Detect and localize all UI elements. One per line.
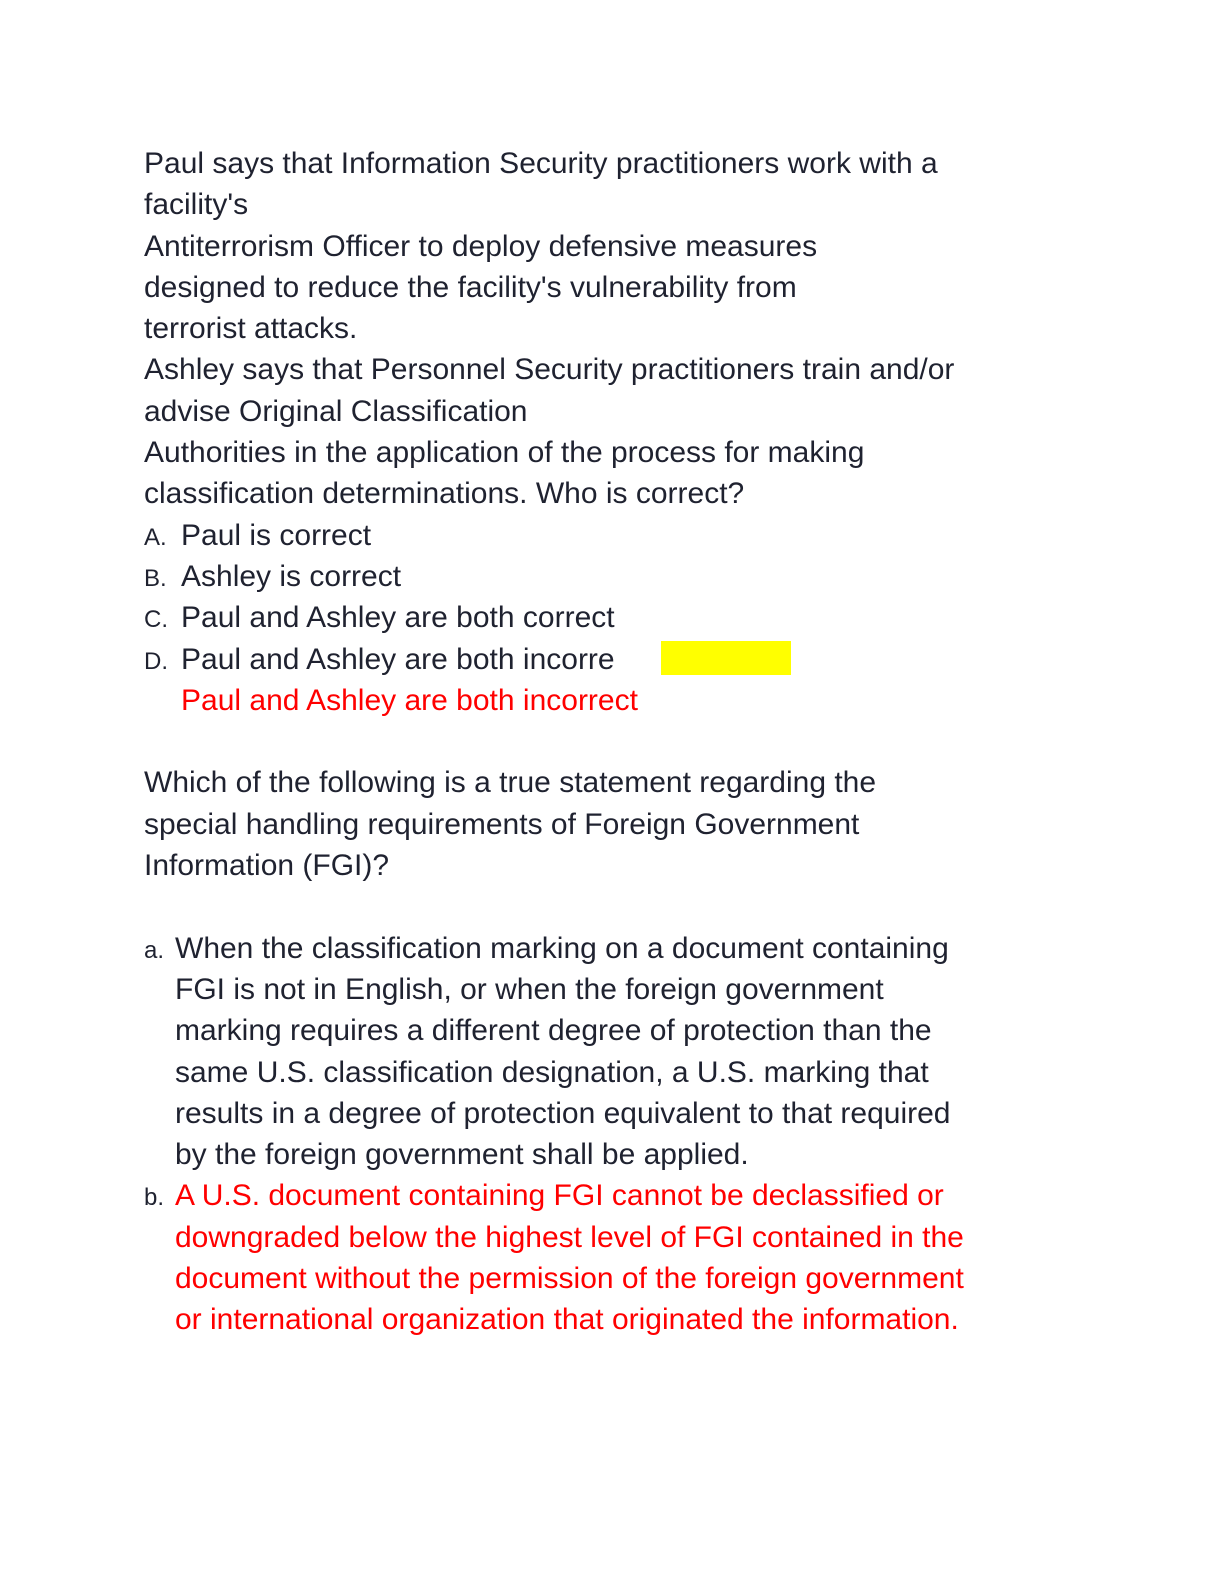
question-1-stem: [144, 143, 1084, 515]
q2-option-b-line: document without the permission of the foreign government: [175, 1262, 964, 1296]
q2-stem-line: Information (FGI)?: [144, 849, 390, 883]
q2-option-a-line: by the foreign government shall be applied.: [175, 1138, 749, 1172]
q2-option-b-line: or international organization that originated the information.: [175, 1303, 959, 1337]
q2-option-b: [144, 1175, 1084, 1340]
q2-option-b-line: [144, 1175, 1084, 1216]
option-text: Ashley is correct: [181, 559, 402, 593]
option-letter: b.: [144, 1184, 165, 1212]
q1-stem-line: designed to reduce the facility's vulnerability from: [144, 270, 797, 304]
option-letter: B.: [144, 564, 167, 592]
q2-option-a-line: [144, 928, 1084, 969]
option-letter: a.: [144, 936, 165, 964]
q1-stem-line: Paul says that Information Security practitioners work with a: [144, 147, 938, 180]
q1-stem-line: Authorities in the application of the process for making: [144, 436, 865, 470]
option-text: When the classification marking on a document containing: [175, 931, 949, 965]
q2-option-a: [144, 928, 1084, 1176]
q1-stem-line: classification determinations. Who is correct?: [144, 477, 745, 511]
q2-stem-line: special handling requirements of Foreign Government: [144, 807, 860, 841]
q1-stem-line: facility's: [144, 188, 249, 222]
spacer: [144, 721, 1084, 762]
q2-option-a-line: results in a degree of protection equivalent to that required: [175, 1096, 951, 1130]
q1-option-c: [144, 597, 1084, 638]
option-text: Paul and Ashley are both correct: [181, 601, 615, 635]
q2-option-a-line: marking requires a different degree of protection than the: [175, 1014, 932, 1048]
option-text: Paul and Ashley are both incorre: [181, 642, 615, 676]
q1-stem-line: Antiterrorism Officer to deploy defensive measures: [144, 229, 818, 263]
q1-answer: Paul and Ashley are both incorrect: [181, 683, 638, 717]
q1-option-b: [144, 556, 1084, 597]
option-letter: A.: [144, 523, 167, 551]
q1-stem-line: advise Original Classification: [144, 394, 528, 428]
option-text: Paul is correct: [181, 518, 372, 552]
option-letter: D.: [144, 647, 168, 675]
question-1-options: [144, 515, 1084, 721]
option-letter: C.: [144, 606, 168, 634]
spacer: [144, 886, 1084, 927]
q1-option-d: [144, 639, 1084, 680]
q1-stem-line: Ashley says that Personnel Security practitioners train and/or: [144, 353, 955, 387]
question-2-stem: [144, 762, 1084, 886]
q2-option-a-line: same U.S. classification designation, a U.S. marking that: [175, 1055, 929, 1089]
q1-stem-line: terrorist attacks.: [144, 312, 358, 346]
q2-option-b-line: downgraded below the highest level of FGI contained in the: [175, 1220, 964, 1254]
q1-option-a: [144, 515, 1084, 556]
document-page: [144, 143, 1084, 1341]
highlight-box: [661, 641, 791, 675]
q2-option-a-line: FGI is not in English, or when the foreign government: [175, 972, 884, 1006]
q2-stem-line: Which of the following is a true statement regarding the: [144, 766, 877, 800]
option-text: A U.S. document containing FGI cannot be declassified or: [175, 1179, 944, 1213]
